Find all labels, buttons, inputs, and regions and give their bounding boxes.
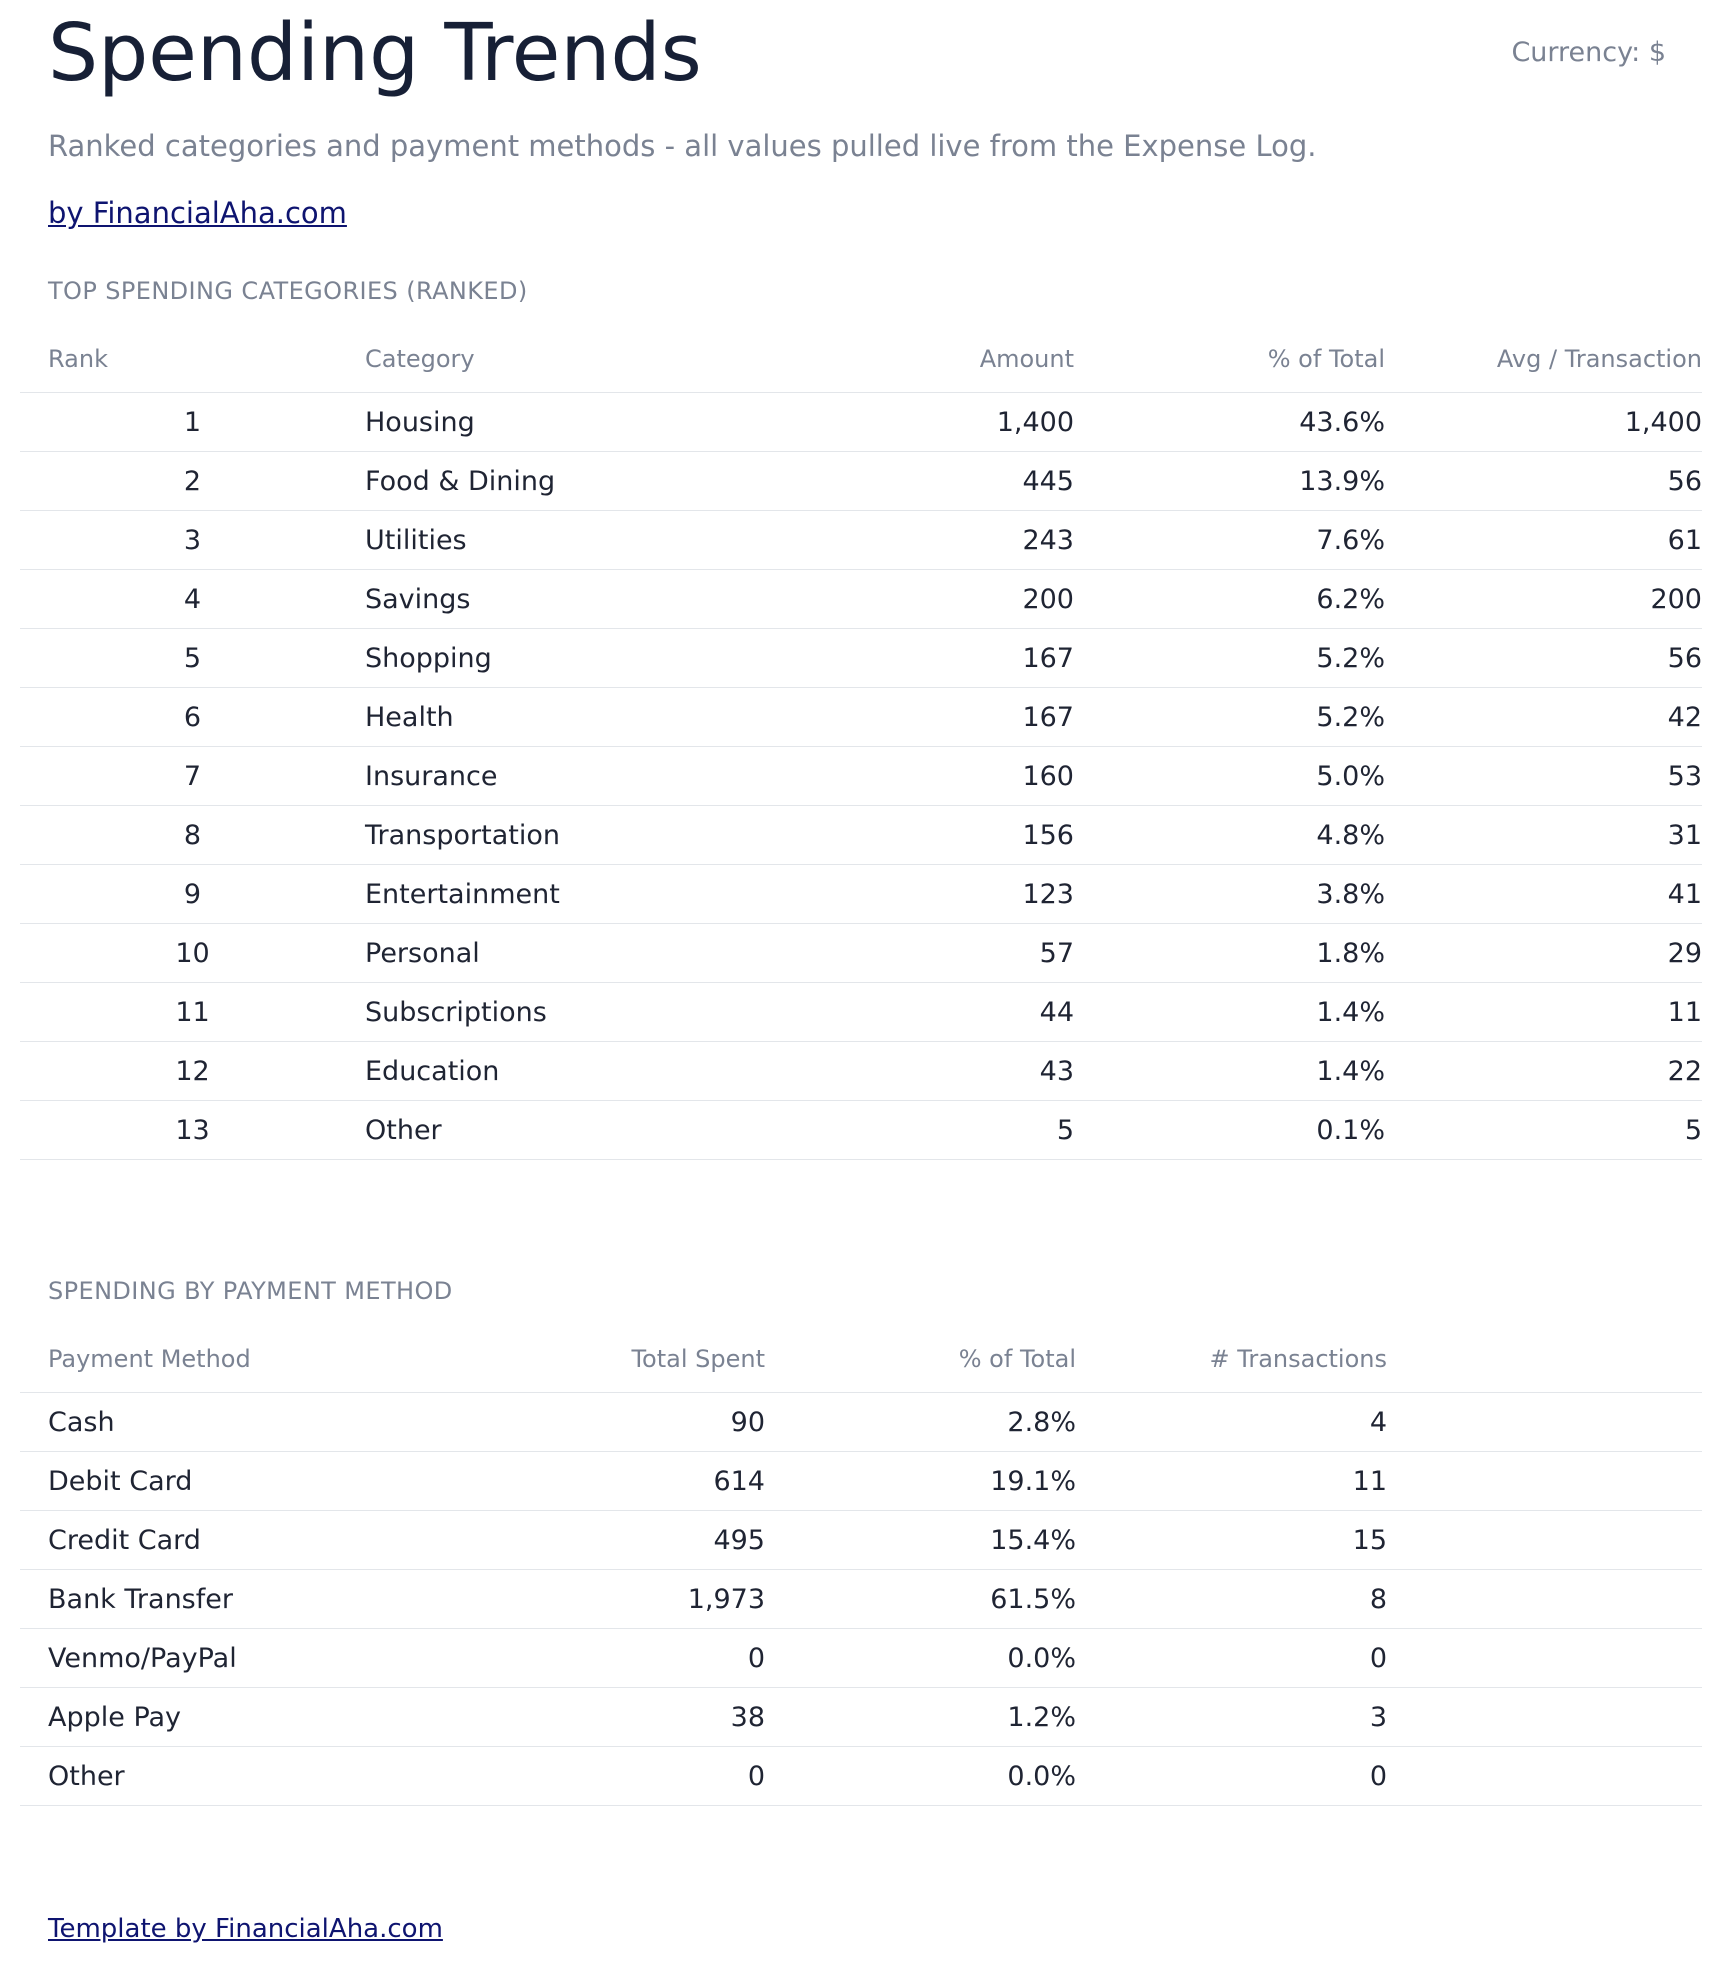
cell-total-spent: 0 — [454, 1747, 765, 1806]
cell-transactions: 0 — [1076, 1747, 1387, 1806]
table-row — [20, 806, 1702, 865]
column-header-avg-transaction: Avg / Transaction — [1385, 326, 1702, 393]
categories-section-title: TOP SPENDING CATEGORIES (RANKED) — [48, 277, 528, 305]
cell-amount: 167 — [754, 688, 1074, 747]
cell-pct-total: 5.0% — [1074, 747, 1385, 806]
cell-transactions: 15 — [1076, 1511, 1387, 1570]
cell-payment-method: Cash — [20, 1393, 454, 1452]
table-row — [20, 747, 1702, 806]
table-row — [20, 1452, 1702, 1511]
cell-amount: 200 — [754, 570, 1074, 629]
cell-empty — [1387, 1570, 1702, 1629]
cell-amount: 160 — [754, 747, 1074, 806]
currency-label: Currency: $ — [1511, 37, 1666, 68]
cell-amount: 123 — [754, 865, 1074, 924]
cell-category: Savings — [365, 570, 754, 629]
cell-avg-transaction: 61 — [1385, 511, 1702, 570]
table-row — [20, 1747, 1702, 1806]
table-row — [20, 1688, 1702, 1747]
cell-category: Insurance — [365, 747, 754, 806]
cell-transactions: 3 — [1076, 1688, 1387, 1747]
table-row — [20, 1511, 1702, 1570]
cell-pct-total: 3.8% — [1074, 865, 1385, 924]
table-row — [20, 570, 1702, 629]
cell-pct-total: 43.6% — [1074, 393, 1385, 452]
cell-rank: 9 — [20, 865, 365, 924]
cell-avg-transaction: 56 — [1385, 452, 1702, 511]
cell-amount: 43 — [754, 1042, 1074, 1101]
table-row — [20, 688, 1702, 747]
cell-rank: 6 — [20, 688, 365, 747]
column-header-total-spent: Total Spent — [454, 1326, 765, 1393]
cell-category: Personal — [365, 924, 754, 983]
cell-category: Shopping — [365, 629, 754, 688]
cell-rank: 12 — [20, 1042, 365, 1101]
payment-section-title: SPENDING BY PAYMENT METHOD — [48, 1277, 453, 1305]
cell-amount: 167 — [754, 629, 1074, 688]
table-row — [20, 629, 1702, 688]
categories-table — [20, 326, 1702, 1160]
cell-empty — [1387, 1511, 1702, 1570]
cell-empty — [1387, 1393, 1702, 1452]
payment-method-table — [20, 1326, 1702, 1806]
cell-payment-method: Bank Transfer — [20, 1570, 454, 1629]
cell-amount: 5 — [754, 1101, 1074, 1160]
cell-pct-total: 1.2% — [765, 1688, 1076, 1747]
column-header-payment-method: Payment Method — [20, 1326, 454, 1393]
cell-category: Subscriptions — [365, 983, 754, 1042]
cell-pct-total: 6.2% — [1074, 570, 1385, 629]
table-row — [20, 924, 1702, 983]
cell-pct-total: 5.2% — [1074, 688, 1385, 747]
table-row — [20, 452, 1702, 511]
table-row — [20, 1629, 1702, 1688]
cell-pct-total: 0.1% — [1074, 1101, 1385, 1160]
cell-avg-transaction: 42 — [1385, 688, 1702, 747]
cell-pct-total: 0.0% — [765, 1629, 1076, 1688]
cell-avg-transaction: 41 — [1385, 865, 1702, 924]
cell-payment-method: Apple Pay — [20, 1688, 454, 1747]
column-header-transactions: # Transactions — [1076, 1326, 1387, 1393]
cell-rank: 13 — [20, 1101, 365, 1160]
cell-rank: 2 — [20, 452, 365, 511]
cell-rank: 5 — [20, 629, 365, 688]
cell-category: Other — [365, 1101, 754, 1160]
cell-pct-total: 61.5% — [765, 1570, 1076, 1629]
cell-avg-transaction: 29 — [1385, 924, 1702, 983]
column-header-empty — [1387, 1326, 1702, 1393]
cell-rank: 7 — [20, 747, 365, 806]
cell-avg-transaction: 1,400 — [1385, 393, 1702, 452]
cell-pct-total: 5.2% — [1074, 629, 1385, 688]
cell-category: Utilities — [365, 511, 754, 570]
column-header-category: Category — [365, 326, 754, 393]
cell-avg-transaction: 31 — [1385, 806, 1702, 865]
cell-category: Health — [365, 688, 754, 747]
cell-transactions: 4 — [1076, 1393, 1387, 1452]
column-header-pct-total: % of Total — [1074, 326, 1385, 393]
cell-total-spent: 614 — [454, 1452, 765, 1511]
categories-header-row — [20, 326, 1702, 393]
table-row — [20, 1101, 1702, 1160]
table-row — [20, 865, 1702, 924]
cell-pct-total: 7.6% — [1074, 511, 1385, 570]
cell-pct-total: 0.0% — [765, 1747, 1076, 1806]
byline-link[interactable]: by FinancialAha.com — [48, 196, 347, 230]
cell-transactions: 0 — [1076, 1629, 1387, 1688]
cell-rank: 11 — [20, 983, 365, 1042]
cell-avg-transaction: 53 — [1385, 747, 1702, 806]
cell-category: Food & Dining — [365, 452, 754, 511]
table-row — [20, 1570, 1702, 1629]
cell-total-spent: 495 — [454, 1511, 765, 1570]
cell-category: Education — [365, 1042, 754, 1101]
cell-payment-method: Debit Card — [20, 1452, 454, 1511]
page-title: Spending Trends — [48, 7, 702, 99]
cell-payment-method: Venmo/PayPal — [20, 1629, 454, 1688]
column-header-pct-total: % of Total — [765, 1326, 1076, 1393]
cell-rank: 4 — [20, 570, 365, 629]
table-row — [20, 1393, 1702, 1452]
cell-transactions: 11 — [1076, 1452, 1387, 1511]
cell-avg-transaction: 22 — [1385, 1042, 1702, 1101]
table-row — [20, 511, 1702, 570]
cell-avg-transaction: 56 — [1385, 629, 1702, 688]
column-header-rank: Rank — [20, 326, 365, 393]
cell-total-spent: 0 — [454, 1629, 765, 1688]
cell-pct-total: 4.8% — [1074, 806, 1385, 865]
payment-header-row — [20, 1326, 1702, 1393]
cell-empty — [1387, 1452, 1702, 1511]
column-header-amount: Amount — [754, 326, 1074, 393]
cell-total-spent: 38 — [454, 1688, 765, 1747]
cell-pct-total: 15.4% — [765, 1511, 1076, 1570]
cell-pct-total: 1.8% — [1074, 924, 1385, 983]
cell-pct-total: 1.4% — [1074, 1042, 1385, 1101]
cell-rank: 10 — [20, 924, 365, 983]
table-row — [20, 393, 1702, 452]
page-subtitle: Ranked categories and payment methods - all values pulled live from the Expense Log. — [48, 129, 1317, 163]
cell-rank: 1 — [20, 393, 365, 452]
cell-avg-transaction: 5 — [1385, 1101, 1702, 1160]
table-row — [20, 1042, 1702, 1101]
cell-amount: 44 — [754, 983, 1074, 1042]
cell-category: Housing — [365, 393, 754, 452]
cell-amount: 243 — [754, 511, 1074, 570]
cell-avg-transaction: 200 — [1385, 570, 1702, 629]
cell-empty — [1387, 1747, 1702, 1806]
cell-category: Entertainment — [365, 865, 754, 924]
cell-payment-method: Other — [20, 1747, 454, 1806]
cell-rank: 8 — [20, 806, 365, 865]
cell-payment-method: Credit Card — [20, 1511, 454, 1570]
cell-empty — [1387, 1629, 1702, 1688]
cell-pct-total: 13.9% — [1074, 452, 1385, 511]
cell-empty — [1387, 1688, 1702, 1747]
cell-amount: 57 — [754, 924, 1074, 983]
cell-pct-total: 2.8% — [765, 1393, 1076, 1452]
cell-amount: 445 — [754, 452, 1074, 511]
cell-total-spent: 90 — [454, 1393, 765, 1452]
table-row — [20, 983, 1702, 1042]
cell-pct-total: 1.4% — [1074, 983, 1385, 1042]
cell-transactions: 8 — [1076, 1570, 1387, 1629]
cell-pct-total: 19.1% — [765, 1452, 1076, 1511]
cell-amount: 156 — [754, 806, 1074, 865]
footer-template-link[interactable]: Template by FinancialAha.com — [48, 1914, 443, 1944]
cell-rank: 3 — [20, 511, 365, 570]
cell-amount: 1,400 — [754, 393, 1074, 452]
cell-total-spent: 1,973 — [454, 1570, 765, 1629]
cell-avg-transaction: 11 — [1385, 983, 1702, 1042]
cell-category: Transportation — [365, 806, 754, 865]
